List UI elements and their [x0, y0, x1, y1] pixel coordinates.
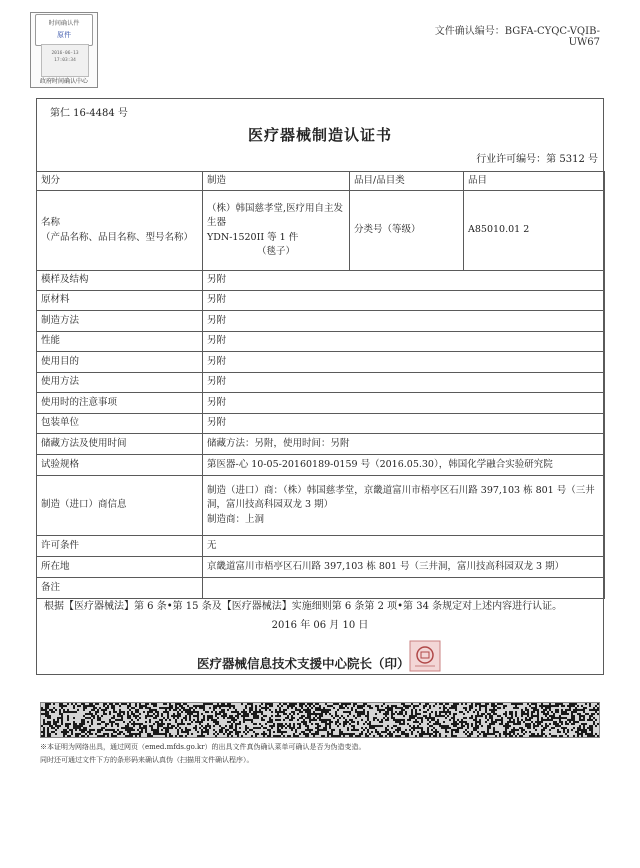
- header-item: 品目: [464, 172, 605, 191]
- manufacturer-line1: 制造（进口）商：（株）韩国慈孝堂，京畿道富川市梧亭区石川路 397,103 栋 801 号（三井洞，富川技高科园双龙 3 期）: [207, 485, 595, 511]
- name-label: 名称: [41, 217, 61, 229]
- legal-basis-text: 根据【医疗器械法】第 6 条•第 15 条及【医疗器械法】实施细则第 6 条第 2 项•第 34 条规定对上述内容进行认证。: [44, 601, 563, 612]
- table-row: [37, 352, 605, 373]
- verification-barcode: [40, 702, 600, 738]
- row-value: 第医器-心 10-05-20160189-0159 号（2016.05.30），韩国化学融合实验研究院: [203, 455, 605, 476]
- manufacturer-line2: 制造商：上洞: [207, 513, 265, 525]
- stamp-time: 17:03:34: [54, 58, 76, 63]
- footnote-1: ※本证明为网络出具，通过网页（emed.mfds.go.kr）的出具文件真伪确认菜单可确认是否为伪造变造。: [40, 743, 366, 751]
- row-label: 使用时的注意事项: [37, 393, 203, 414]
- class-value: A85010.01 2: [464, 191, 605, 271]
- table-row: [37, 414, 605, 434]
- official-seal-icon: [409, 640, 441, 672]
- table-row: [37, 434, 605, 455]
- row-label: 包装单位: [37, 414, 203, 434]
- stamp-body: [41, 44, 89, 77]
- row-value: 另附: [203, 414, 605, 434]
- table-header-row: [37, 172, 605, 191]
- name-label-cell: [37, 191, 203, 271]
- footnote-2: 同时还可通过文件下方的条形码来确认真伪（扫描用文件确认程序）。: [40, 756, 254, 764]
- row-label: 制造方法: [37, 311, 203, 332]
- row-label: 原材料: [37, 291, 203, 311]
- name-value-cell: [203, 191, 350, 271]
- stamp-footer: 政府时间确认中心: [39, 78, 88, 85]
- table-row: [37, 291, 605, 311]
- conditions-value: 无: [203, 536, 605, 557]
- row-value: 另附: [203, 373, 605, 393]
- table-row: [37, 393, 605, 414]
- signature-line: 医疗器械信息技术支援中心院长（印）: [197, 656, 410, 671]
- row-label: 储藏方法及使用时间: [37, 434, 203, 455]
- location-row: [37, 557, 605, 578]
- conditions-label: 许可条件: [37, 536, 203, 557]
- location-label: 所在地: [37, 557, 203, 578]
- row-value: 储藏方法：另附，使用时间：另附: [203, 434, 605, 455]
- row-value: 另附: [203, 311, 605, 332]
- header-manufacture: 制造: [203, 172, 350, 191]
- remarks-label: 备注: [37, 578, 203, 599]
- table-row: [37, 271, 605, 291]
- row-label: 使用方法: [37, 373, 203, 393]
- row-value: 另附: [203, 352, 605, 373]
- remarks-row: [37, 578, 605, 599]
- manufacturer-label: 制造（进口）商信息: [37, 476, 203, 536]
- name-row: [37, 191, 605, 271]
- manufacturer-value-cell: [203, 476, 605, 536]
- class-label: 分类号（等级）: [350, 191, 464, 271]
- row-value: 另附: [203, 271, 605, 291]
- certificate-table: [36, 171, 605, 599]
- certificate-title: 医疗器械制造认证书: [247, 126, 392, 144]
- header-division: 划分: [37, 172, 203, 191]
- stamp-line1: 时间确认件: [48, 20, 80, 27]
- header-item-class: 品目/品目类: [350, 172, 464, 191]
- table-row: [37, 455, 605, 476]
- time-confirmation-stamp: [30, 12, 98, 88]
- stamp-header: [35, 14, 93, 46]
- row-label: 使用目的: [37, 352, 203, 373]
- row-label: 性能: [37, 332, 203, 352]
- document-number: 文件确认编号：BGFA-CYQC-VQIB-UW67: [434, 26, 600, 48]
- table-row: [37, 311, 605, 332]
- name-label-sub: （产品名称、品目名称、型号名称）: [41, 231, 194, 243]
- table-row: [37, 373, 605, 393]
- name-value-line1: （株）韩国慈孝堂,医疗用自主发生器: [207, 203, 344, 229]
- issue-date: 2016 年 06 月 10 日: [271, 620, 369, 631]
- row-value: 另附: [203, 291, 605, 311]
- row-value: 另附: [203, 332, 605, 352]
- table-row: [37, 332, 605, 352]
- conditions-row: [37, 536, 605, 557]
- name-value-line2: YDN-1520II 等 1 件: [207, 231, 299, 243]
- stamp-line2: 原件: [57, 31, 71, 39]
- manufacturer-row: [37, 476, 605, 536]
- certificate-number: 第仁 16-4484 号: [50, 108, 128, 119]
- row-value: 另附: [203, 393, 605, 414]
- row-label: 试验规格: [37, 455, 203, 476]
- license-number: 行业许可编号：第 5312 号: [476, 154, 598, 165]
- stamp-date: 2016-06-13: [51, 51, 79, 56]
- row-label: 模样及结构: [37, 271, 203, 291]
- remarks-value: [203, 578, 605, 599]
- location-value: 京畿道富川市梧亭区石川路 397,103 栋 801 号（三井洞，富川技高科园双龙 3 期）: [203, 557, 605, 578]
- name-value-line3: （毯子）: [256, 245, 295, 257]
